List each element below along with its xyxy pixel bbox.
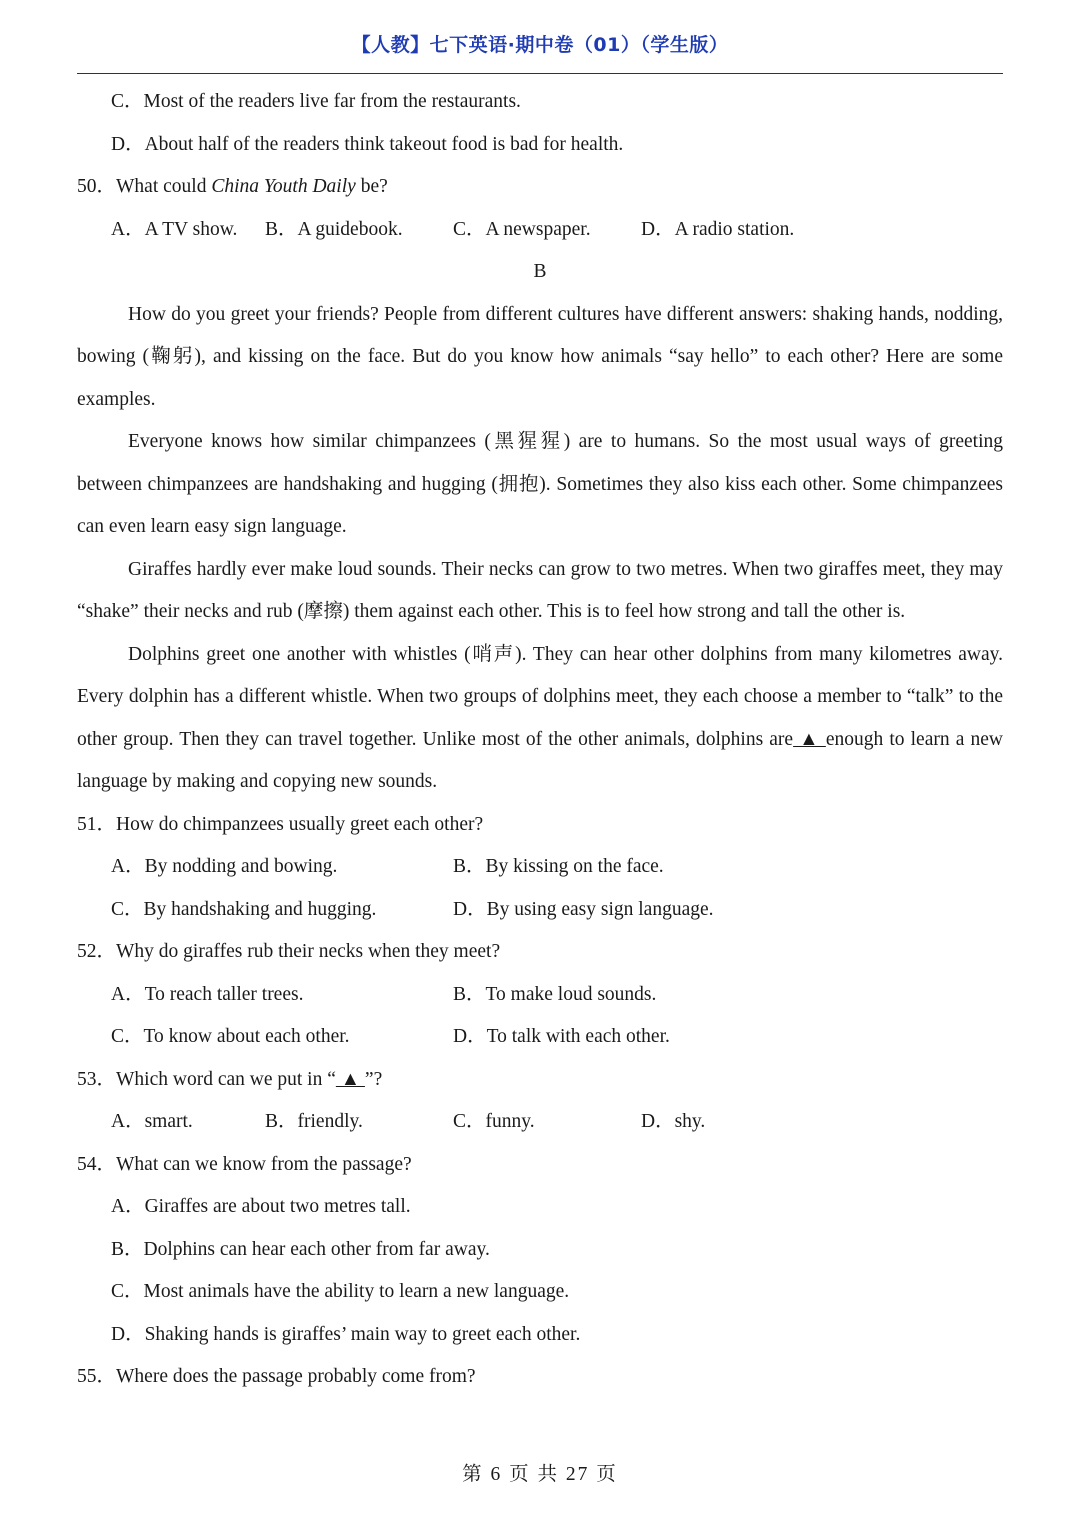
question-number: 50．: [77, 176, 117, 197]
option-54-a: A．Giraffes are about two metres tall.: [111, 1196, 411, 1217]
option-49-c: C．Most of the readers live far from the restaurants.: [111, 91, 521, 112]
question-text-end: ”?: [364, 1068, 383, 1090]
option-c: C．A newspaper.: [453, 218, 591, 240]
question-text: Where does the passage probably come from?: [116, 1366, 476, 1387]
question-number: 55．: [77, 1366, 117, 1387]
options-51-row1: [77, 846, 1003, 889]
question-52: [77, 931, 1003, 974]
question-50: [77, 166, 1003, 209]
option-b: B．A guidebook.: [265, 218, 403, 240]
page-content: [77, 81, 1003, 1399]
options-52-row2: [77, 1016, 1003, 1059]
option-54-c: C．Most animals have the ability to learn a new language.: [111, 1281, 570, 1302]
option-a: A．To reach taller trees.: [111, 983, 304, 1005]
question-51: [77, 804, 1003, 847]
question-55: [77, 1356, 1003, 1399]
question-text: What could: [116, 176, 212, 197]
section-heading: B: [533, 261, 547, 282]
option-b: B．friendly.: [265, 1111, 363, 1132]
passage-paragraph-2: Everyone knows how similar chimpanzees (黑猩猩) are to humans. So the most usual ways of greeting between chimpanzees are handshaking and hugging (拥抱). Sometimes they also kiss each other. Some chimpanzees can even learn easy sign language.: [77, 431, 1003, 537]
option-c: C．By handshaking and hugging.: [111, 898, 377, 920]
option-d: D．By using easy sign language.: [453, 898, 714, 920]
option-a: A．A TV show.: [111, 218, 238, 240]
question-number: 51．: [77, 813, 117, 835]
page-header-title: 【人教】七下英语·期中卷（01）（学生版）: [351, 34, 729, 56]
option-a: A．By nodding and bowing.: [111, 856, 338, 877]
option-c: C．To know about each other.: [111, 1026, 350, 1047]
option-c: C．funny.: [453, 1111, 535, 1132]
question-number: 54．: [77, 1153, 117, 1175]
options-51-row2: [77, 889, 1003, 932]
option-54-b: B．Dolphins can hear each other from far away.: [111, 1238, 490, 1260]
question-text: Why do giraffes rub their necks when they meet?: [116, 941, 501, 962]
option-b: B．By kissing on the face.: [453, 856, 664, 877]
question-text: What can we know from the passage?: [116, 1153, 412, 1175]
options-53: [77, 1101, 1003, 1144]
question-text-end: be?: [355, 176, 388, 197]
question-54: [77, 1144, 1003, 1187]
question-text: Which word can we put in “: [116, 1068, 336, 1090]
option-d: D．To talk with each other.: [453, 1026, 670, 1047]
header-divider: [77, 73, 1003, 74]
paragraph-text: Dolphins greet one another with whistles (哨声). They can hear other dolphins from many kilometres away. Every dolphin has a different whistle. When two groups of dolphins meet, they each choose a member to “talk” to the other group. Then they can travel together. Unlike most of the other animals, dolphins are: [77, 643, 1003, 750]
question-number: 53．: [77, 1068, 117, 1090]
passage-paragraph-3: Giraffes hardly ever make loud sounds. Their necks can grow to two metres. When two giraffes meet, they may “shake” their necks and rub (摩擦) them against each other. This is to feel how strong and tall the other is.: [77, 558, 1003, 622]
passage-paragraph-4: [77, 634, 1003, 804]
blank-marker: ▲: [335, 1068, 365, 1090]
option-b: B．To make loud sounds.: [453, 983, 657, 1005]
option-a: A．smart.: [111, 1111, 193, 1132]
blank-marker: ▲: [793, 728, 826, 750]
passage-paragraph-1: How do you greet your friends? People from different cultures have different answers: shaking hands, nodding, bowing (鞠躬), and kissing on the face. But do you know how animals “say hello” to each other? Here are some examples.: [77, 303, 1003, 410]
question-number: 52．: [77, 941, 117, 962]
option-d: D．shy.: [641, 1111, 706, 1132]
option-49-d: D．About half of the readers think takeout food is bad for health.: [111, 133, 624, 155]
options-50: [77, 209, 1003, 252]
options-52-row1: [77, 974, 1003, 1017]
option-54-d: D．Shaking hands is giraffes’ main way to greet each other.: [111, 1323, 581, 1345]
newspaper-title: China Youth Daily: [211, 176, 356, 197]
paragraph-text-end: enough to learn a new language by making and copying new sounds.: [77, 728, 1003, 792]
page-number: 第 6 页 共 27 页: [462, 1464, 618, 1485]
option-d: D．A radio station.: [641, 218, 795, 240]
question-53: [77, 1059, 1003, 1102]
question-text: How do chimpanzees usually greet each other?: [116, 813, 484, 835]
